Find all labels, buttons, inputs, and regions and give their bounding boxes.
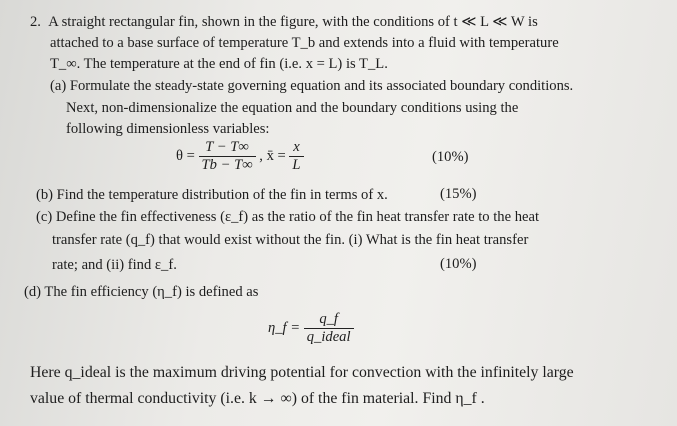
xbar-numerator: x bbox=[293, 139, 300, 156]
problem-line-1 bbox=[30, 13, 538, 31]
xbar-denominator: L bbox=[289, 156, 303, 174]
part-a-line-1: (a) Formulate the steady-state governing equation and its associated boundary conditions. bbox=[50, 78, 574, 94]
theta-lhs: θ = bbox=[176, 148, 195, 164]
part-d-line-3: value of thermal conductivity (i.e. k → ∞) of the fin material. Find η_f . bbox=[30, 390, 485, 407]
part-c-line-3: rate; and (ii) find ε_f. bbox=[52, 257, 177, 273]
eta-fraction bbox=[304, 311, 354, 346]
eta-denominator: q_ideal bbox=[304, 328, 354, 346]
part-a-points: (10%) bbox=[432, 149, 469, 165]
part-d-line-2: Here q_ideal is the maximum driving potential for convection with the infinitely large bbox=[30, 364, 574, 381]
part-b-points: (15%) bbox=[440, 186, 477, 202]
part-d-line-1: (d) The fin efficiency (η_f) is defined as bbox=[24, 284, 259, 300]
part-c-line-2: transfer rate (q_f) that would exist without the fin. (i) What is the fin heat transfer bbox=[52, 232, 529, 248]
eta-lhs: η_f = bbox=[268, 320, 301, 336]
problem-intro-line-1: A straight rectangular fin, shown in the figure, with the conditions of t ≪ L ≪ W is bbox=[48, 14, 538, 30]
xbar-lhs: , x̄ = bbox=[259, 148, 286, 164]
part-b-text: (b) Find the temperature distribution of the fin in terms of x. bbox=[36, 187, 388, 203]
part-a-line-2: Next, non-dimensionalize the equation and the boundary conditions using the bbox=[66, 100, 519, 116]
problem-number: 2. bbox=[30, 14, 41, 30]
eta-numerator: q_f bbox=[319, 311, 338, 328]
part-c-line-1: (c) Define the fin effectiveness (ε_f) as the ratio of the fin heat transfer rate to the heat bbox=[36, 209, 540, 225]
theta-numerator: T − T∞ bbox=[205, 139, 249, 156]
part-a-line-3: following dimensionless variables: bbox=[66, 121, 270, 137]
xbar-fraction bbox=[289, 139, 303, 174]
problem-intro-line-3: T_∞. The temperature at the end of fin (i.e. x = L) is T_L. bbox=[50, 56, 388, 72]
theta-denominator: Tb − T∞ bbox=[199, 156, 256, 174]
theta-fraction bbox=[199, 139, 256, 174]
dimensionless-equation bbox=[176, 138, 304, 174]
part-c-points: (10%) bbox=[440, 256, 477, 272]
efficiency-equation bbox=[268, 310, 354, 346]
problem-intro-line-2: attached to a base surface of temperature T_b and extends into a fluid with temperature bbox=[50, 35, 559, 51]
